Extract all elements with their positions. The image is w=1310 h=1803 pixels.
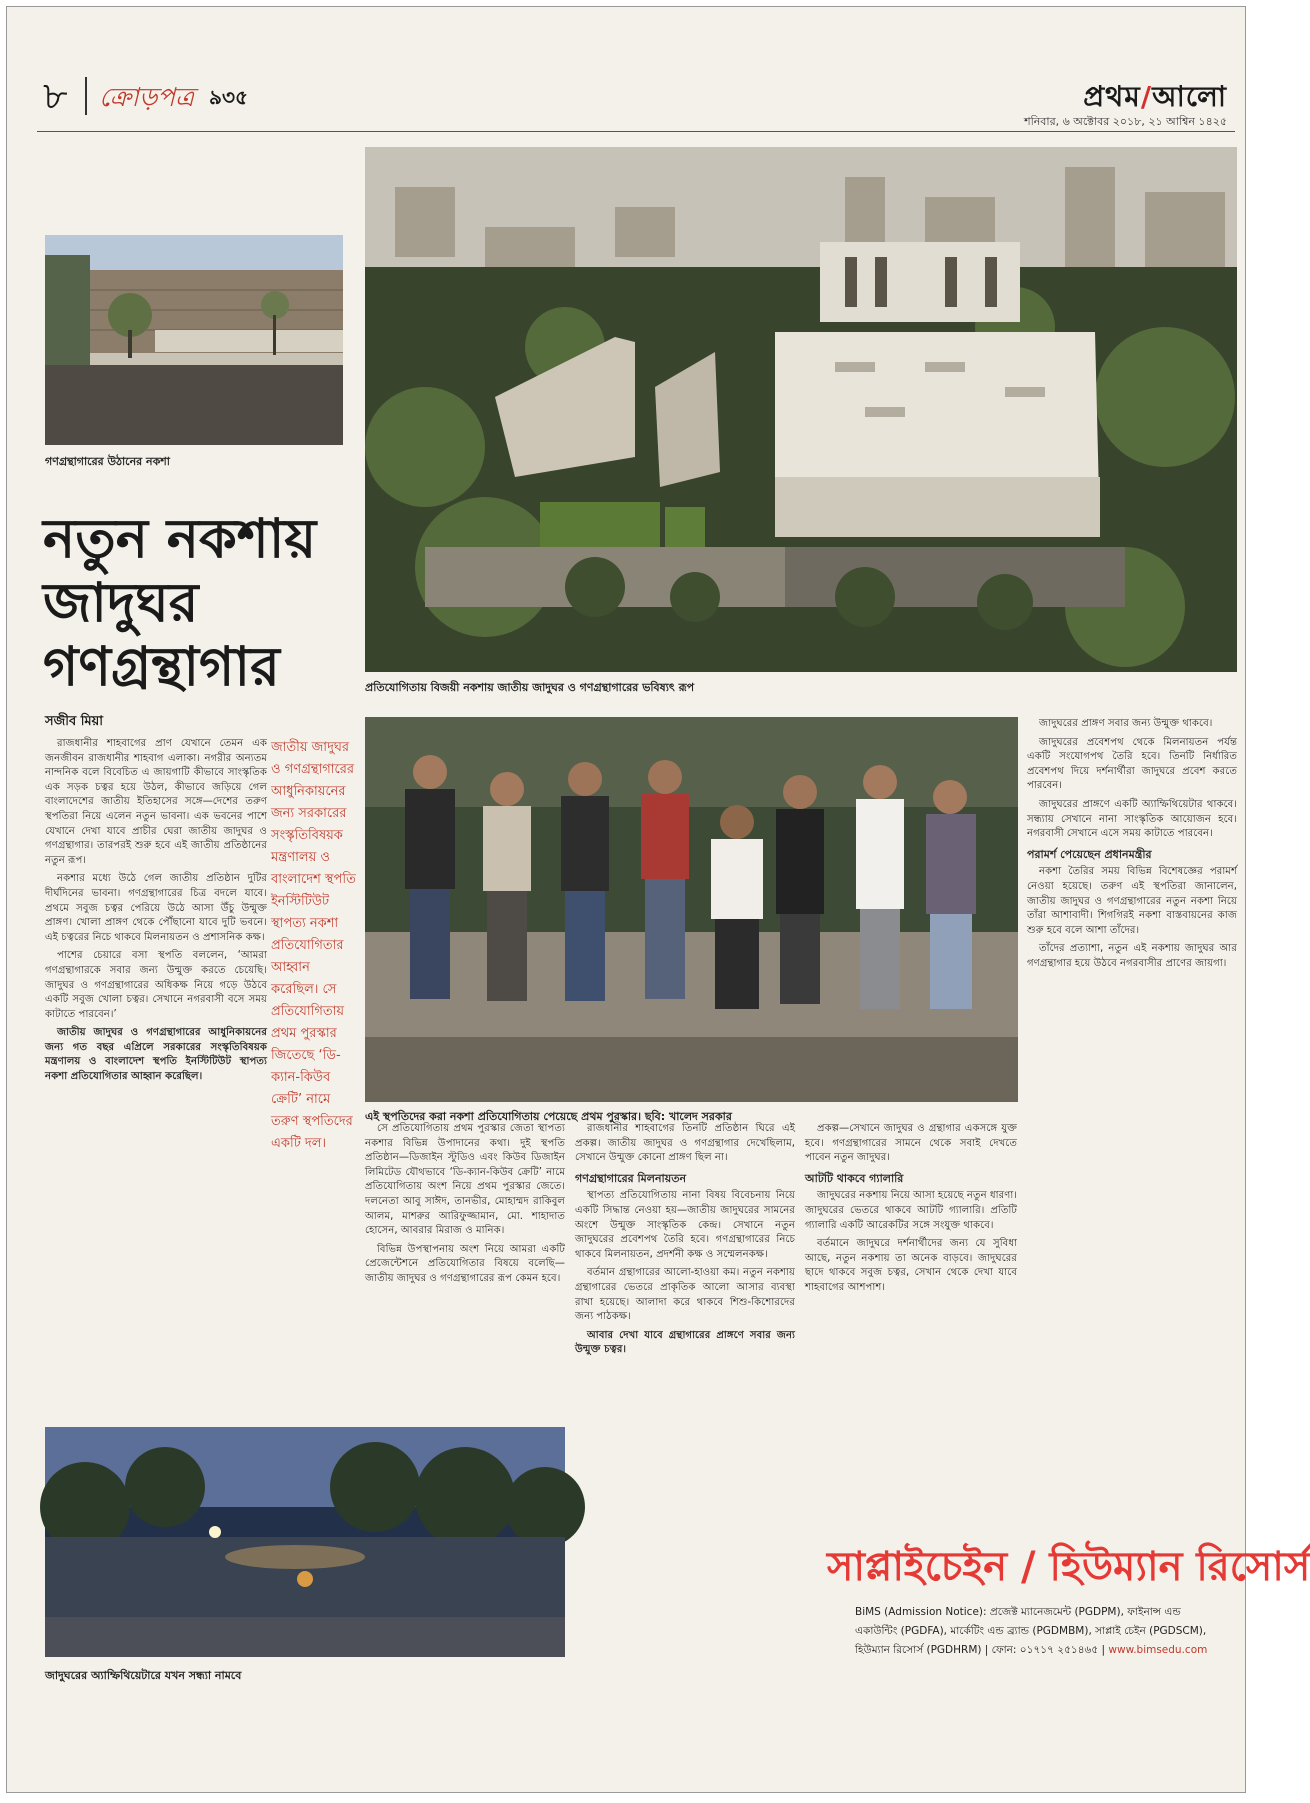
logo-left: প্রথম bbox=[1083, 80, 1141, 113]
logo-right: আলো bbox=[1152, 80, 1227, 113]
article-column-2 bbox=[365, 1122, 565, 1412]
paragraph: জাদুঘরের নকশায় নিয়ে আসা হয়েছে নতুন ধারণা। জাদুঘরের ভেতরে থাকবে আটটি গ্যালারি। প্রতিটি গ্যালারি একটি আরেকটির সঙ্গে সংযুক্ত থাকবে। bbox=[805, 1190, 1017, 1231]
advert-line: একাউন্টিং (PGDFA), মার্কেটিং এন্ড ব্র্যান্ড (PGDMBM), সাপ্লাই চেইন (PGDSCM), bbox=[855, 1625, 1207, 1637]
newspaper-page bbox=[6, 6, 1310, 1793]
issue-date: শনিবার, ৬ অক্টোবর ২০১৮, ২১ আশ্বিন ১৪২৫ bbox=[1024, 115, 1227, 128]
article-column-3 bbox=[575, 1122, 795, 1782]
paragraph: নকশার মধ্যে উঠে গেল জাতীয় প্রতিষ্ঠান দুটির দীর্ঘদিনের ভাবনা। গণগ্রন্থাগারের চিত্র বদলে যাবে। প্রথমে সবুজ চত্বর পেরিয়ে উঠে আসা উঁচু উন্মুক্ত প্রাঙ্গণ। খোলা প্রাঙ্গণ থেকে পৌঁছানো যাবে দুটি ভবনে। এই চত্বরের নিচে থাকবে মিলনায়তন ও প্রশাসনিক কক্ষ। bbox=[45, 873, 267, 943]
advert-contact: হিউম্যান রিসোর্স (PGDHRM) | ফোন: ০১৭১৭ ২৫১৪৬৫ | bbox=[855, 1644, 1106, 1656]
supplement-name: ক্রোড়পত্র bbox=[99, 83, 195, 113]
paragraph: বর্তমানে জাদুঘরে দর্শনার্থীদের জন্য যে সুবিধা আছে, নতুন নকশায় তা অনেক বাড়বে। জাদুঘরের ছাদে থাকবে সবুজ চত্বর, সেখান থেকে দেখা যাবে শাহবাগের আশপাশ। bbox=[805, 1238, 1017, 1293]
paragraph: স্থাপত্য প্রতিযোগিতায় নানা বিষয় বিবেচনায় নিয়ে একটি সিদ্ধান্ত নেওয়া হয়—জাতীয় জাদুঘরের সামনের অংশে উন্মুক্ত সাংস্কৃতিক কেন্দ্র। সেখানে নতুন জাদুঘরের প্রবেশপথ তৈরি হবে। গণগ্রন্থাগারের নিচে থাকবে মিলনায়তন, প্রদর্শনী কক্ষ ও সম্মেলনকক্ষ। bbox=[575, 1190, 795, 1260]
advert-line: BiMS (Admission Notice): প্রজেক্ট ম্যানেজমেন্ট (PGDPM), ফাইনান্স এন্ড bbox=[855, 1606, 1181, 1618]
paragraph: বর্তমান গ্রন্থাগারের আলো-হাওয়া কম। নতুন নকশায় গ্রন্থাগারের ভেতরে প্রাকৃতিক আলো আসার ব্যবস্থা রাখা হয়েছে। আলাদা করে থাকবে শিশু-কিশোরদের জন্য পাঠকক্ষ। bbox=[575, 1267, 795, 1323]
advert-body bbox=[855, 1603, 1235, 1660]
aerial-render-photo bbox=[365, 147, 1237, 672]
paragraph: জাদুঘরের প্রবেশপথ থেকে মিলনায়তন পর্যন্ত একটি সংযোগপথ তৈরি হবে। তিনটি নির্ধারিত প্রবেশপথ দিয়ে দর্শনার্থীরা জাদুঘরে প্রবেশ করতে পারবেন। bbox=[1027, 736, 1237, 792]
article-column-1 bbox=[45, 737, 267, 1407]
headline-line-1: নতুন নকশায় bbox=[43, 507, 317, 570]
headline-line-3: গণগ্রন্থাগার bbox=[43, 635, 280, 698]
logo-slash: / bbox=[1140, 80, 1153, 113]
paragraph: জাদুঘরের প্রাঙ্গণে একটি অ্যাম্ফিথিয়েটার থাকবে। সন্ধ্যায় সেখানে নানা সাংস্কৃতিক আয়োজন হবে। নগরবাসী সেখানে এসে সময় কাটাতে পারবেন। bbox=[1027, 798, 1237, 840]
courtyard-photo bbox=[45, 235, 343, 445]
team-caption: এই স্থপতিদের করা নকশা প্রতিযোগিতায় পেয়েছে প্রথম পুরস্কার। ছবি: খালেদ সরকার bbox=[365, 1110, 732, 1123]
issue-number: ৯৩৫ bbox=[209, 85, 248, 109]
page-number: ৮ bbox=[43, 74, 68, 118]
paragraph: পাশের চেয়ারে বসা স্থপতি বললেন, ‘আমরা গণগ্রন্থাগারকে সবার জন্য উন্মুক্ত করতে চেয়েছি। জাদুঘর ও গণগ্রন্থাগারের অধিকক্ষ নিয়ে গড়ে উঠবে একটি সবুজ খোলা চত্বর। সেখানে নগরবাসী বসে সময় কাটাতে পারবেন।’ bbox=[45, 950, 267, 1020]
article-column-4 bbox=[805, 1122, 1017, 1517]
paragraph: আবার দেখা যাবে গ্রন্থাগারের প্রাঙ্গণে সবার জন্য উন্মুক্ত চত্বর। bbox=[575, 1329, 795, 1356]
header-rule bbox=[37, 131, 1235, 132]
paragraph: বিভিন্ন উপস্থাপনায় অংশ নিয়ে আমরা একটি প্রেজেন্টেশনে প্রতিযোগিতার বিষয়ে বলেছি—জাতীয় জাদুঘর ও গণগ্রন্থাগারের রূপ কেমন হবে। bbox=[365, 1243, 565, 1284]
article-headline bbox=[43, 507, 343, 699]
advert-url-link[interactable]: www.bimsedu.com bbox=[1108, 1644, 1208, 1656]
courtyard-caption: গণগ্রন্থাগারের উঠানের নকশা bbox=[45, 455, 170, 468]
byline: সজীব মিয়া bbox=[45, 714, 104, 729]
paragraph: প্রকল্প—সেখানে জাদুঘর ও গ্রন্থাগার একসঙ্গে যুক্ত হবে। গণগ্রন্থাগারের সামনে থেকে সবাই দেখতে পাবেন নতুন জাদুঘর। bbox=[805, 1123, 1017, 1164]
advert-line bbox=[855, 1641, 1235, 1660]
section-subhead: পরামর্শ পেয়েছেন প্রধানমন্ত্রীর bbox=[1027, 847, 1152, 861]
amphitheater-caption: জাদুঘরের অ্যাম্ফিথিয়েটারে যখন সন্ধ্যা নামবে bbox=[45, 1669, 242, 1682]
team-photo bbox=[365, 717, 1018, 1102]
advert-title: সাপ্লাইচেইন / হিউম্যান রিসোর্স bbox=[827, 1544, 1310, 1590]
header-divider bbox=[85, 77, 87, 115]
aerial-caption: প্রতিযোগিতায় বিজয়ী নকশায় জাতীয় জাদুঘর ও গণগ্রন্থাগারের ভবিষ্যৎ রূপ bbox=[365, 681, 695, 694]
paragraph: জাদুঘরের প্রাঙ্গণ সবার জন্য উন্মুক্ত থাকবে। bbox=[1039, 718, 1213, 729]
article-column-5 bbox=[1027, 717, 1237, 1517]
section-subhead: আটটি থাকবে গ্যালারি bbox=[805, 1171, 904, 1185]
paragraph: সে প্রতিযোগিতায় প্রথম পুরস্কার জেতা স্থাপত্য নকশার বিভিন্ন উপাদানের কথা। দুই স্থপতি প্রতিষ্ঠান—ডিজাইন স্টুডিও এবং কিউব ডিজাইন লিমিটেড যৌথভাবে ‘ডি-ক্যান-কিউব ক্রেটি’ নামে প্রতিযোগিতায় অংশ নিয়ে প্রথম পুরস্কার জেতে। দলনেতা আবু সাঈদ, তানভীর, মোহাম্মদ রাকিবুল আলম, মাশরুর আরিফুজ্জামান, মো. শাহাদাত হোসেন, আবরার মিরাজ ও মানিক। bbox=[365, 1123, 565, 1237]
pull-quote: জাতীয় জাদুঘর ও গণগ্রন্থাগারের আধুনিকায়নের জন্য সরকারের সংস্কৃতিবিষয়ক মন্ত্রণালয় ও বাংলাদেশ স্থপতি ইনস্টিটিউট স্থাপত্য নকশা প্রতিযোগিতার আহ্বান করেছিল। সে প্রতিযোগিতায় প্রথম পুরস্কার জিতেছে ‘ডি-ক্যান-কিউব ক্রেটি’ নামে তরুণ স্থপতিদের একটি দল। bbox=[271, 740, 356, 1151]
paragraph: জাতীয় জাদুঘর ও গণগ্রন্থাগারের আধুনিকায়নের জন্য গত বছর এপ্রিলে সরকারের সংস্কৃতিবিষয়ক মন্ত্রণালয় ও বাংলাদেশ স্থপতি ইনস্টিটিউট স্থাপত্য নকশা প্রতিযোগিতার আহ্বান করেছিল। bbox=[45, 1027, 267, 1083]
amphitheater-photo bbox=[45, 1427, 565, 1657]
section-subhead: গণগ্রন্থাগারের মিলনায়তন bbox=[575, 1171, 687, 1185]
paragraph: রাজধানীর শাহবাগের প্রাণ যেখানে তেমন এক জনজীবন রাজধানীর শাহবাগ এলাকা। নগরীর অন্যতম নান্দনিক বলে বিবেচিত এ জায়গাটি কীভাবে সাংস্কৃতিক এক সড়ক চত্বর হয়ে উঠল, কীভাবে জড়িয়ে গেল বাংলাদেশের জাতীয় ইতিহাসের সঙ্গে—দেশের তরুণ স্থপতিরা নিয়ে এলেন নতুন ভাবনা। এক ভবনের পাশে যেখানে দেখা যাবে প্রাচীর ঘেরা জাতীয় জাদুঘর ও গণগ্রন্থাগার। তারপরই শুরু হবে এই জাতীয় প্রতিষ্ঠানের নতুন রূপ। bbox=[45, 738, 267, 866]
paragraph: তাঁদের প্রত্যাশা, নতুন এই নকশায় জাদুঘর আর গণগ্রন্থাগার হয়ে উঠবে নগরবাসীর প্রাণের জায়গা। bbox=[1027, 943, 1237, 969]
headline-line-2: জাদুঘর bbox=[43, 571, 199, 634]
paragraph: নকশা তৈরির সময় বিভিন্ন বিশেষজ্ঞের পরামর্শ নেওয়া হয়েছে। তরুণ এই স্থপতিরা জানালেন, জাতীয় জাদুঘর ও গণগ্রন্থাগারের নতুন নকশা নিয়ে তাঁরা আশাবাদী। শিগগিরই নকশা বাস্তবায়নের কাজ শুরু হবে বলে আশা তাঁদের। bbox=[1027, 866, 1237, 936]
paragraph: রাজধানীর শাহবাগের তিনটি প্রতিষ্ঠান ঘিরে এই প্রকল্প। জাতীয় জাদুঘর ও গণগ্রন্থাগার দেখেছিলাম, সেখানে উন্মুক্ত কোনো প্রাঙ্গণ ছিল না। bbox=[575, 1123, 795, 1164]
